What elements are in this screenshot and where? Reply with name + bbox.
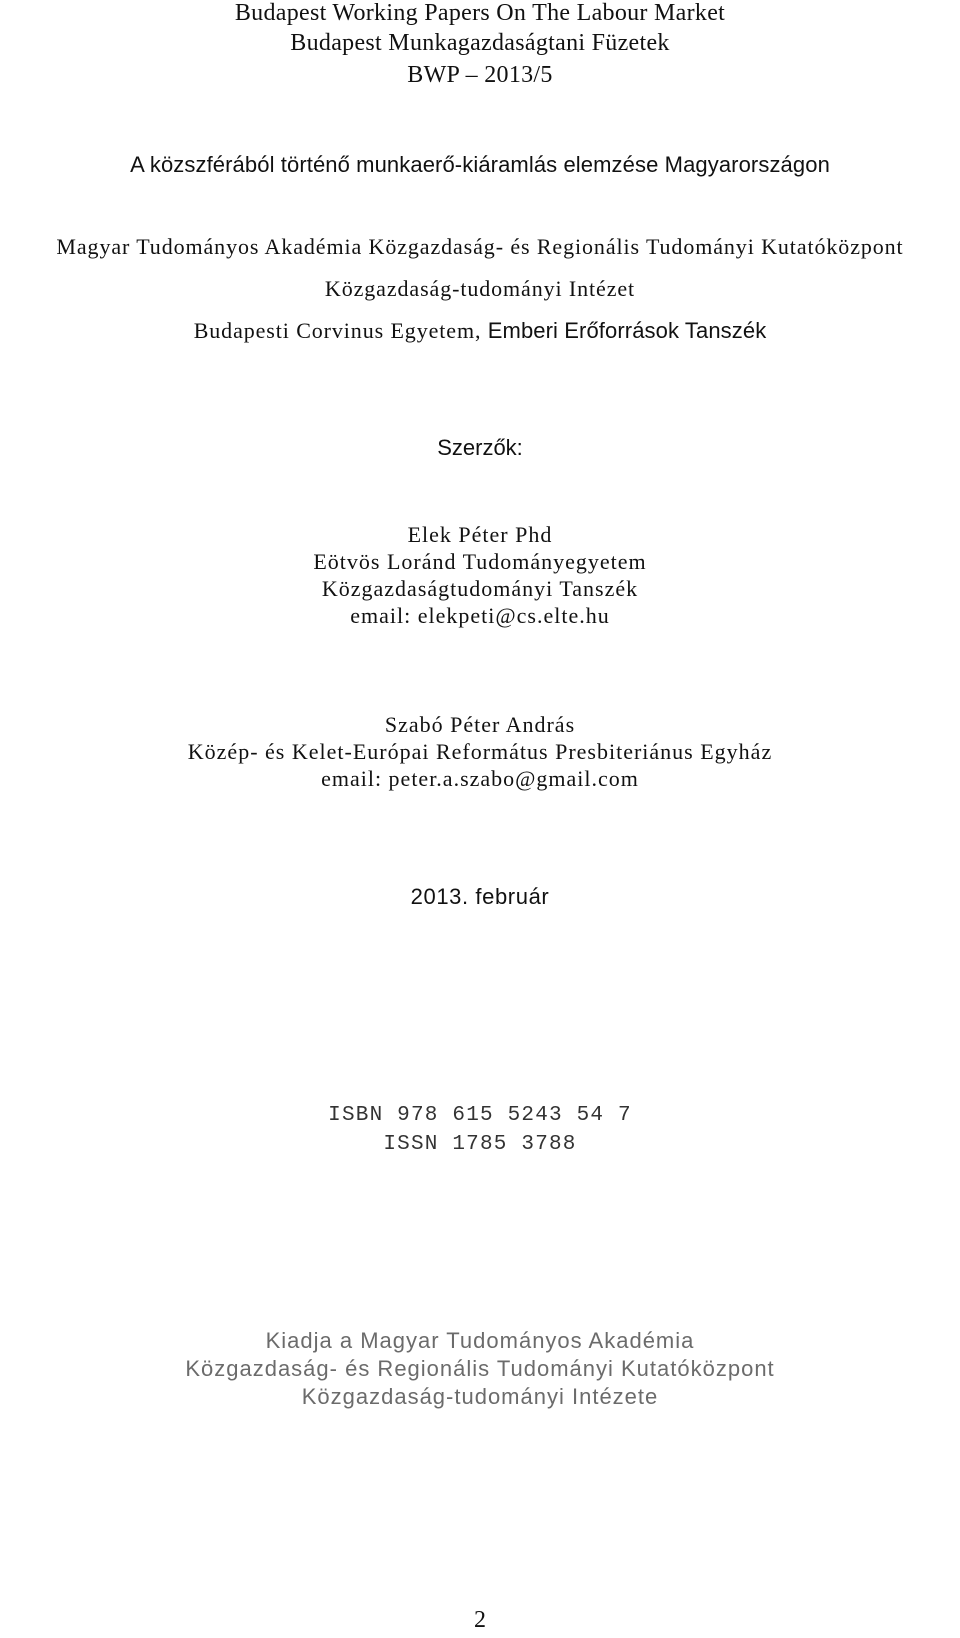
affiliation-university	[0, 320, 960, 342]
author-1-department: Közgazdaságtudományi Tanszék	[321, 576, 639, 601]
author-2-email: email: peter.a.szabo@gmail.com	[321, 766, 639, 791]
publisher-line-3: Közgazdaság-tudományi Intézete	[301, 1384, 659, 1409]
author-2-name: Szabó Péter András	[384, 712, 576, 737]
publisher-line-2: Közgazdaság- és Regionális Tudományi Kutatóközpont	[185, 1356, 775, 1381]
author-1-email: email: elekpeti@cs.elte.hu	[350, 603, 610, 628]
university-department: Emberi Erőforrások Tanszék	[487, 318, 767, 343]
affiliation-institute: Közgazdaság-tudományi Intézet	[324, 276, 636, 301]
series-title-en: Budapest Working Papers On The Labour Market	[234, 0, 726, 26]
series-title-hu: Budapest Munkagazdaságtani Füzetek	[290, 30, 670, 56]
author-1-university: Eötvös Loránd Tudományegyetem	[313, 549, 647, 574]
publisher-line-1: Kiadja a Magyar Tudományos Akadémia	[265, 1328, 695, 1353]
page-number: 2	[474, 1607, 486, 1633]
isbn-number: ISBN 978 615 5243 54 7	[328, 1104, 632, 1127]
affiliation-research-center: Magyar Tudományos Akadémia Közgazdaság- és Regionális Tudományi Kutatóközpont	[56, 234, 904, 259]
authors-heading: Szerzők:	[437, 435, 523, 460]
issn-number: ISSN 1785 3788	[383, 1133, 577, 1156]
university-name: Budapesti Corvinus Egyetem,	[193, 318, 482, 343]
series-code: BWP – 2013/5	[407, 62, 553, 88]
author-1-name: Elek Péter Phd	[407, 522, 553, 547]
author-2-affiliation: Közép- és Kelet-Európai Református Presbiteriánus Egyház	[187, 739, 773, 764]
publication-date: 2013. február	[410, 884, 550, 909]
paper-title: A közszférából történő munkaerő-kiáramlás elemzése Magyarországon	[130, 152, 830, 177]
